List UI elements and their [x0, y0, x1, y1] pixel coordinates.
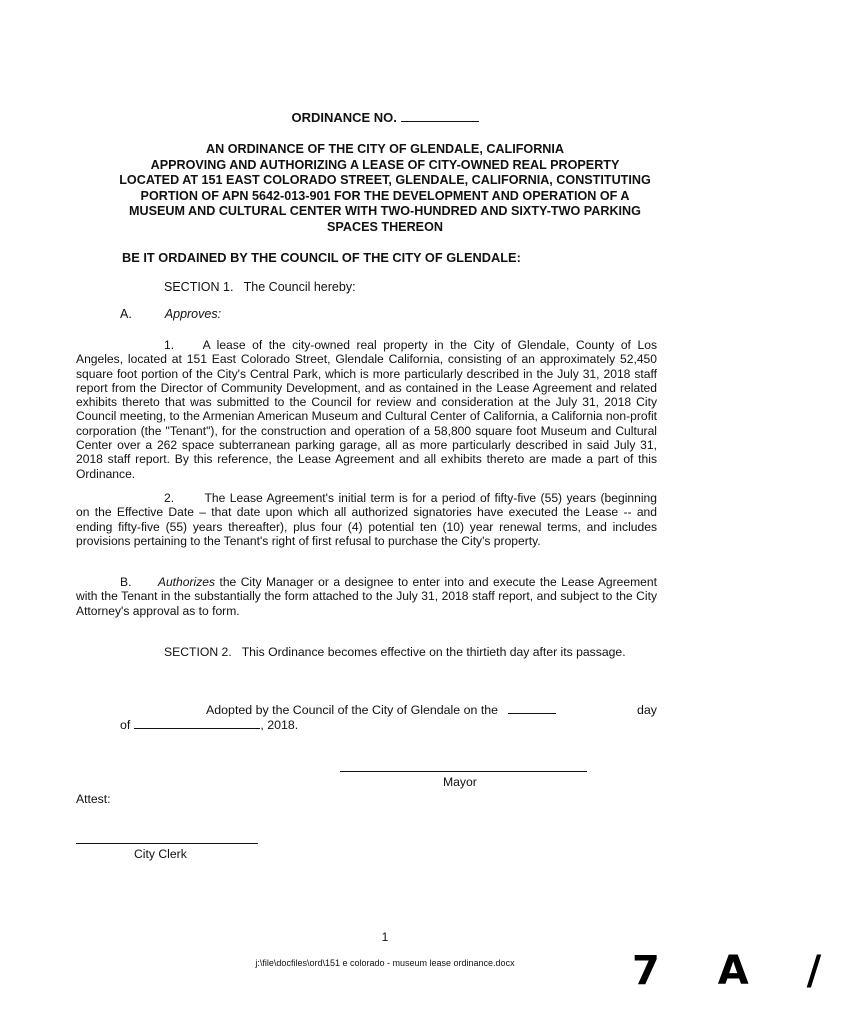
footer-file-path: j:\file\docfiles\ord\151 e colorado - museum lease ordinance.docx [255, 958, 515, 968]
ordinance-number-blank [401, 121, 479, 122]
section-2-label: SECTION 2. [164, 645, 232, 659]
city-clerk-label: City Clerk [134, 847, 187, 861]
heading-line: SPACES THEREON [327, 219, 443, 234]
section-1-text: The Council hereby: [243, 280, 356, 294]
ordinance-number-label: ORDINANCE NO. [291, 110, 397, 125]
section-1 [164, 280, 356, 294]
adoption-clause [120, 703, 657, 733]
adopted-month-blank [134, 728, 260, 729]
heading-line: LOCATED AT 151 EAST COLORADO STREET, GLENDALE, CALIFORNIA, CONSTITUTING [119, 173, 651, 188]
subsection-a-text: Approves: [164, 307, 222, 321]
adopted-year: , 2018. [260, 718, 299, 732]
subsection-b-text: the City Manager or a designee to enter into and execute the Lease Agreement with the Tenant in the substantially the form attached to the July 31, 2018 staff report, and subject to the City Attorney's approval as to form. [76, 575, 657, 618]
section-2-text: This Ordinance becomes effective on the thirtieth day after its passage. [241, 645, 626, 659]
adopted-day-label: day [637, 703, 657, 717]
section-2 [164, 645, 657, 660]
paragraph-2-number: 2. [164, 491, 175, 505]
subsection-b [76, 575, 657, 618]
paragraph-2-text: The Lease Agreement's initial term is for a period of fifty-five (55) years (beginning on the Effective Date – that date upon which all authorized signatories have executed the Lease -- and ending fifty-five (55) years thereafter), plus four (4) potential ten (10) year renewal terms, and includes provisions pertaining to the Tenant's right of first refusal to purchase the City's property. [76, 491, 657, 548]
mayor-label: Mayor [443, 775, 477, 789]
agenda-item-stamp: 7 A / [632, 948, 843, 994]
mayor-signature-line [340, 771, 587, 772]
clerk-signature-line [76, 843, 258, 844]
ordinance-heading [70, 142, 700, 236]
paragraph-1-number: 1. [164, 338, 175, 352]
heading-line: PORTION OF APN 5642-013-901 FOR THE DEVELOPMENT AND OPERATION OF A [140, 188, 630, 203]
adopted-of-label: of [120, 718, 131, 732]
adopted-day-blank [508, 713, 556, 714]
subsection-a [120, 307, 221, 321]
heading-line: MUSEUM AND CULTURAL CENTER WITH TWO-HUNDRED AND SIXTY-TWO PARKING [129, 204, 641, 219]
attest-label: Attest: [76, 792, 111, 806]
paragraph-1 [76, 338, 657, 481]
page-number: 1 [381, 930, 389, 944]
subsection-a-letter: A. [120, 307, 132, 321]
adopted-text: Adopted by the Council of the City of Glendale on the [206, 703, 499, 717]
paragraph-1-text: A lease of the city-owned real property in the City of Glendale, County of Los Angeles, located at 151 East Colorado Street, Glendale California, consisting of an approximately 52,450 square foot portion of the City's Central Park, which is more particularly described in the July 31, 2018 staff report from the Director of Community Development, and as contained in the Lease Agreement and related exhibits thereto that was submitted to the Council for review and consideration at the July 31, 2018 City Council meeting, to the Armenian American Museum and Cultural Center of California, a California non-profit corporation (the "Tenant"), for the construction and operation of a 58,800 square foot Museum and Cultural Center over a 262 space subterranean parking garage, all as more particularly described in said July 31, 2018 staff report. By this reference, the Lease Agreement and all exhibits thereto are made a part of this Ordinance. [76, 338, 657, 481]
paragraph-2 [76, 491, 657, 548]
section-1-label: SECTION 1. [164, 280, 234, 294]
subsection-b-emph: Authorizes [157, 575, 216, 589]
heading-line: APPROVING AND AUTHORIZING A LEASE OF CITY-OWNED REAL PROPERTY [150, 157, 620, 172]
ordinance-number-title [0, 110, 770, 125]
heading-line: AN ORDINANCE OF THE CITY OF GLENDALE, CALIFORNIA [206, 142, 564, 156]
ordained-clause: BE IT ORDAINED BY THE COUNCIL OF THE CITY OF GLENDALE: [122, 250, 521, 265]
subsection-b-letter: B. [120, 575, 132, 589]
